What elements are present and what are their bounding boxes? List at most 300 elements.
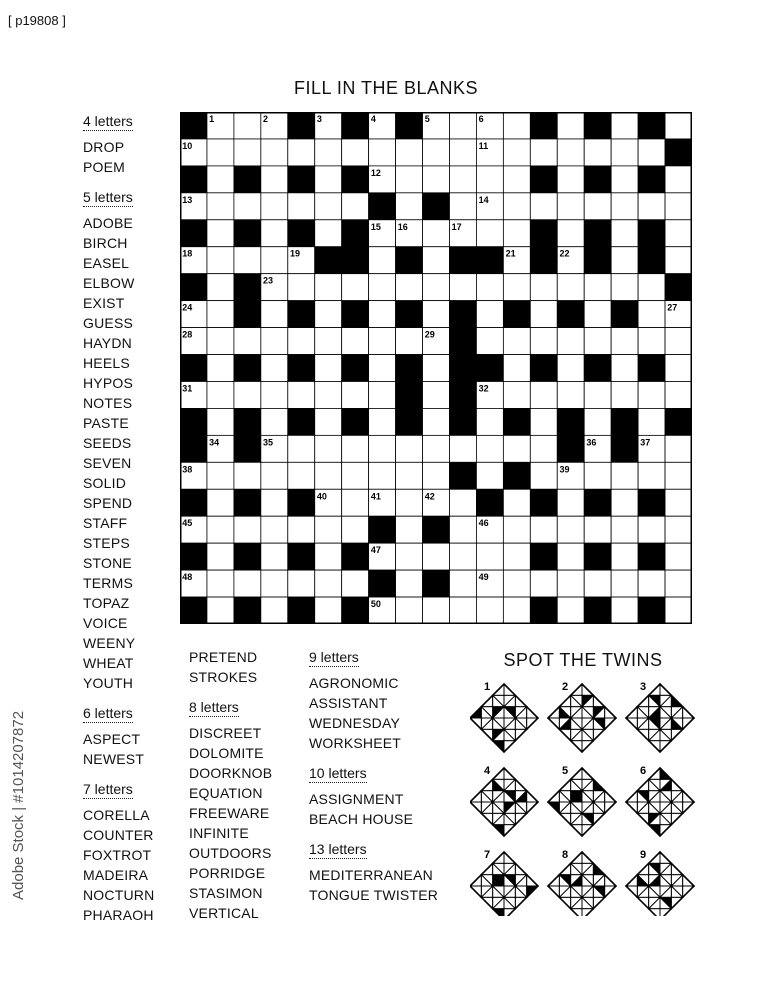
word-entry: NOTES <box>83 395 133 411</box>
grid-cell[interactable] <box>396 193 423 220</box>
grid-cell[interactable] <box>369 328 396 355</box>
grid-cell[interactable] <box>611 381 638 408</box>
grid-block <box>369 193 396 220</box>
grid-cell[interactable] <box>207 139 234 166</box>
grid-cell[interactable] <box>288 462 315 489</box>
grid-cell[interactable] <box>369 381 396 408</box>
grid-cell[interactable] <box>449 166 476 193</box>
grid-cell[interactable] <box>369 408 396 435</box>
grid-cell[interactable] <box>342 328 369 355</box>
grid-cell[interactable] <box>638 570 665 597</box>
grid-block <box>342 166 369 193</box>
word-entry: WEDNESDAY <box>309 715 400 731</box>
grid-cell[interactable] <box>638 516 665 543</box>
grid-cell[interactable] <box>234 193 261 220</box>
twin-number: 1 <box>484 681 491 693</box>
grid-cell[interactable] <box>665 328 692 355</box>
grid-cell[interactable] <box>261 193 288 220</box>
twin-triangle <box>582 875 593 886</box>
grid-cell[interactable] <box>396 489 423 516</box>
word-entry: PHARAOH <box>83 907 154 923</box>
grid-cell[interactable] <box>584 408 611 435</box>
grid-cell[interactable] <box>261 570 288 597</box>
grid-cell[interactable] <box>611 570 638 597</box>
grid-cell[interactable] <box>611 516 638 543</box>
clue-number: 23 <box>263 275 274 286</box>
grid-cell[interactable] <box>288 381 315 408</box>
grid-cell[interactable] <box>207 381 234 408</box>
grid-cell[interactable] <box>207 355 234 382</box>
grid-cell[interactable] <box>423 543 450 570</box>
grid-cell[interactable] <box>611 193 638 220</box>
grid-cell[interactable] <box>315 220 342 247</box>
grid-cell[interactable] <box>557 543 584 570</box>
grid-block <box>557 301 584 328</box>
grid-cell[interactable] <box>449 193 476 220</box>
twin-triangle <box>481 707 492 718</box>
crossword-grid[interactable] <box>180 112 692 624</box>
grid-block <box>234 274 261 301</box>
grid-cell[interactable] <box>396 543 423 570</box>
grid-cell[interactable] <box>315 355 342 382</box>
grid-cell[interactable] <box>503 435 530 462</box>
grid-cell[interactable] <box>315 301 342 328</box>
clue-number: 36 <box>586 437 597 448</box>
grid-block <box>530 355 557 382</box>
grid-cell[interactable] <box>665 570 692 597</box>
grid-cell[interactable] <box>207 570 234 597</box>
grid-cell[interactable] <box>611 220 638 247</box>
grid-cell[interactable] <box>396 274 423 301</box>
grid-cell[interactable] <box>396 435 423 462</box>
grid-cell[interactable] <box>396 516 423 543</box>
grid-cell[interactable] <box>207 408 234 435</box>
grid-cell[interactable] <box>611 328 638 355</box>
word-entry: WORKSHEET <box>309 735 402 751</box>
grid-cell[interactable] <box>288 139 315 166</box>
grid-cell[interactable] <box>557 139 584 166</box>
grid-cell[interactable] <box>665 247 692 274</box>
grid-cell[interactable] <box>288 570 315 597</box>
grid-cell[interactable] <box>261 166 288 193</box>
twin-triangle <box>660 802 671 813</box>
grid-cell[interactable] <box>476 543 503 570</box>
grid-cell[interactable] <box>665 462 692 489</box>
grid-cell[interactable] <box>665 166 692 193</box>
grid-cell[interactable] <box>261 328 288 355</box>
grid-cell[interactable] <box>423 139 450 166</box>
twin-triangle <box>504 718 515 729</box>
grid-cell[interactable] <box>584 139 611 166</box>
grid-block <box>234 435 261 462</box>
clue-number: 5 <box>424 114 430 124</box>
grid-cell[interactable] <box>396 462 423 489</box>
grid-block <box>584 489 611 516</box>
grid-cell[interactable] <box>315 570 342 597</box>
grid-cell[interactable] <box>557 112 584 139</box>
grid-cell[interactable] <box>665 435 692 462</box>
grid-cell[interactable] <box>611 166 638 193</box>
grid-cell[interactable] <box>396 570 423 597</box>
twin-diamond <box>470 681 538 752</box>
clue-number: 19 <box>289 248 301 259</box>
grid-cell[interactable] <box>584 274 611 301</box>
grid-cell[interactable] <box>396 166 423 193</box>
grid-cell[interactable] <box>288 274 315 301</box>
grid-cell[interactable] <box>261 247 288 274</box>
grid-cell[interactable] <box>423 462 450 489</box>
grid-block <box>503 462 530 489</box>
grid-cell[interactable] <box>665 193 692 220</box>
image-code: [ p19808 ] <box>8 13 66 28</box>
twin-triangle <box>481 718 492 729</box>
grid-cell[interactable] <box>207 328 234 355</box>
grid-cell[interactable] <box>665 516 692 543</box>
twin-triangle <box>660 875 671 886</box>
clue-number: 17 <box>451 221 462 232</box>
grid-cell[interactable] <box>557 328 584 355</box>
grid-cell[interactable] <box>449 570 476 597</box>
grid-block <box>396 247 423 274</box>
grid-block <box>234 166 261 193</box>
grid-cell[interactable] <box>638 139 665 166</box>
grid-cell[interactable] <box>207 274 234 301</box>
grid-cell[interactable] <box>423 408 450 435</box>
twin-triangle <box>660 886 671 897</box>
grid-cell[interactable] <box>207 516 234 543</box>
grid-cell[interactable] <box>234 247 261 274</box>
grid-cell[interactable] <box>207 220 234 247</box>
grid-block <box>503 408 530 435</box>
grid-cell[interactable] <box>342 274 369 301</box>
grid-cell[interactable] <box>207 489 234 516</box>
grid-cell[interactable] <box>503 274 530 301</box>
grid-cell[interactable] <box>476 301 503 328</box>
grid-cell[interactable] <box>449 274 476 301</box>
grid-cell[interactable] <box>315 328 342 355</box>
twin-triangle <box>481 875 492 886</box>
grid-block <box>449 381 476 408</box>
grid-cell[interactable] <box>261 355 288 382</box>
grid-cell[interactable] <box>423 301 450 328</box>
grid-cell[interactable] <box>261 381 288 408</box>
grid-cell[interactable] <box>315 543 342 570</box>
grid-cell[interactable] <box>396 597 423 624</box>
grid-cell[interactable] <box>369 247 396 274</box>
grid-cell[interactable] <box>611 274 638 301</box>
grid-cell[interactable] <box>584 570 611 597</box>
word-entry: TONGUE TWISTER <box>309 887 439 903</box>
twin-triangle <box>660 791 671 802</box>
grid-cell[interactable] <box>638 193 665 220</box>
grid-cell[interactable] <box>584 516 611 543</box>
grid-cell[interactable] <box>611 112 638 139</box>
grid-cell[interactable] <box>234 462 261 489</box>
grid-cell[interactable] <box>476 462 503 489</box>
grid-cell[interactable] <box>476 408 503 435</box>
grid-cell[interactable] <box>530 193 557 220</box>
grid-cell[interactable] <box>342 381 369 408</box>
grid-cell[interactable] <box>261 597 288 624</box>
grid-cell[interactable] <box>638 462 665 489</box>
grid-cell[interactable] <box>476 435 503 462</box>
grid-cell[interactable] <box>315 139 342 166</box>
twin-diamond <box>470 849 538 916</box>
grid-cell[interactable] <box>423 166 450 193</box>
clue-number: 32 <box>478 383 489 394</box>
grid-cell[interactable] <box>234 328 261 355</box>
grid-cell[interactable] <box>584 301 611 328</box>
grid-cell[interactable] <box>423 381 450 408</box>
grid-cell[interactable] <box>665 489 692 516</box>
clue-number: 45 <box>182 518 193 529</box>
grid-cell[interactable] <box>342 570 369 597</box>
grid-cell[interactable] <box>476 166 503 193</box>
grid-cell[interactable] <box>503 543 530 570</box>
word-entry: DROP <box>83 139 125 155</box>
grid-cell[interactable] <box>449 112 476 139</box>
grid-cell[interactable] <box>476 328 503 355</box>
grid-cell[interactable] <box>557 489 584 516</box>
grid-cell[interactable] <box>449 543 476 570</box>
twin-triangle <box>571 707 582 718</box>
grid-cell[interactable] <box>261 408 288 435</box>
grid-cell[interactable] <box>503 328 530 355</box>
grid-cell[interactable] <box>342 489 369 516</box>
grid-cell[interactable] <box>369 435 396 462</box>
grid-cell[interactable] <box>476 597 503 624</box>
grid-cell[interactable] <box>557 516 584 543</box>
grid-cell[interactable] <box>503 166 530 193</box>
grid-cell[interactable] <box>584 462 611 489</box>
grid-block <box>449 355 476 382</box>
grid-cell[interactable] <box>342 435 369 462</box>
clue-number: 33 <box>451 410 462 421</box>
grid-cell[interactable] <box>315 597 342 624</box>
grid-cell[interactable] <box>503 112 530 139</box>
twin-triangle <box>559 886 570 897</box>
grid-cell[interactable] <box>369 462 396 489</box>
grid-cell[interactable] <box>476 220 503 247</box>
grid-cell[interactable] <box>423 597 450 624</box>
clue-number: 49 <box>478 572 489 583</box>
grid-cell[interactable] <box>342 139 369 166</box>
word-entry: HAYDN <box>83 335 132 351</box>
grid-cell[interactable] <box>503 139 530 166</box>
grid-cell[interactable] <box>342 516 369 543</box>
grid-cell[interactable] <box>611 247 638 274</box>
grid-cell[interactable] <box>315 166 342 193</box>
grid-cell[interactable] <box>234 139 261 166</box>
grid-cell[interactable] <box>530 516 557 543</box>
grid-cell[interactable] <box>530 274 557 301</box>
grid-block <box>584 220 611 247</box>
grid-cell[interactable] <box>503 516 530 543</box>
grid-cell[interactable] <box>665 355 692 382</box>
clue-number: 4 <box>370 114 376 124</box>
clue-number: 20 <box>343 248 354 259</box>
grid-cell[interactable] <box>638 328 665 355</box>
grid-cell[interactable] <box>288 193 315 220</box>
grid-cell[interactable] <box>503 193 530 220</box>
twin-triangle <box>671 707 682 718</box>
grid-cell[interactable] <box>530 381 557 408</box>
grid-cell[interactable] <box>288 516 315 543</box>
grid-cell[interactable] <box>503 597 530 624</box>
grid-cell[interactable] <box>449 516 476 543</box>
grid-cell[interactable] <box>261 301 288 328</box>
grid-cell[interactable] <box>530 301 557 328</box>
grid-cell[interactable] <box>530 139 557 166</box>
grid-cell[interactable] <box>423 220 450 247</box>
twin-triangle <box>504 897 515 908</box>
grid-block <box>180 274 207 301</box>
grid-cell[interactable] <box>207 301 234 328</box>
grid-cell[interactable] <box>530 462 557 489</box>
grid-cell[interactable] <box>234 381 261 408</box>
grid-cell[interactable] <box>611 462 638 489</box>
grid-cell[interactable] <box>611 543 638 570</box>
clue-number: 3 <box>316 114 322 124</box>
grid-cell[interactable] <box>261 543 288 570</box>
grid-cell[interactable] <box>396 139 423 166</box>
grid-cell[interactable] <box>423 435 450 462</box>
grid-cell[interactable] <box>342 193 369 220</box>
grid-cell[interactable] <box>369 301 396 328</box>
grid-cell[interactable] <box>584 381 611 408</box>
grid-cell[interactable] <box>261 462 288 489</box>
grid-cell[interactable] <box>369 355 396 382</box>
grid-cell[interactable] <box>423 355 450 382</box>
grid-cell[interactable] <box>261 516 288 543</box>
grid-cell[interactable] <box>638 274 665 301</box>
grid-cell[interactable] <box>530 328 557 355</box>
grid-cell[interactable] <box>557 220 584 247</box>
twin-triangle <box>493 718 504 729</box>
grid-cell[interactable] <box>611 597 638 624</box>
grid-cell[interactable] <box>234 516 261 543</box>
grid-cell[interactable] <box>530 435 557 462</box>
grid-cell[interactable] <box>557 193 584 220</box>
clue-number: 37 <box>640 437 651 448</box>
grid-cell[interactable] <box>476 274 503 301</box>
grid-cell[interactable] <box>234 570 261 597</box>
clue-number: 9 <box>640 114 646 124</box>
grid-cell[interactable] <box>503 355 530 382</box>
grid-cell[interactable] <box>207 462 234 489</box>
grid-cell[interactable] <box>557 355 584 382</box>
grid-cell[interactable] <box>369 139 396 166</box>
twin-diamond <box>548 765 616 836</box>
grid-cell[interactable] <box>207 543 234 570</box>
word-entry: WEENY <box>83 635 136 651</box>
grid-cell[interactable] <box>665 381 692 408</box>
grid-block <box>234 597 261 624</box>
grid-cell[interactable] <box>449 435 476 462</box>
grid-cell[interactable] <box>449 139 476 166</box>
grid-block <box>342 597 369 624</box>
grid-cell[interactable] <box>530 570 557 597</box>
word-entry: TERMS <box>83 575 133 591</box>
grid-cell[interactable] <box>530 408 557 435</box>
grid-cell[interactable] <box>557 570 584 597</box>
grid-block <box>611 408 638 435</box>
grid-cell[interactable] <box>315 435 342 462</box>
grid-cell[interactable] <box>449 597 476 624</box>
grid-cell[interactable] <box>638 381 665 408</box>
grid-cell[interactable] <box>503 381 530 408</box>
twin-triangle <box>649 779 660 790</box>
grid-cell[interactable] <box>369 274 396 301</box>
grid-cell[interactable] <box>449 489 476 516</box>
grid-cell[interactable] <box>503 489 530 516</box>
clue-number: 40 <box>316 491 327 502</box>
grid-cell[interactable] <box>261 139 288 166</box>
twin-triangle <box>660 779 671 790</box>
grid-cell[interactable] <box>315 381 342 408</box>
grid-block <box>342 112 369 139</box>
grid-cell[interactable] <box>557 274 584 301</box>
grid-cell[interactable] <box>665 597 692 624</box>
grid-cell[interactable] <box>423 247 450 274</box>
grid-cell[interactable] <box>557 381 584 408</box>
grid-cell[interactable] <box>665 112 692 139</box>
clue-number: 48 <box>182 572 193 583</box>
grid-cell[interactable] <box>261 489 288 516</box>
grid-cell[interactable] <box>207 193 234 220</box>
twin-triangle <box>671 886 682 897</box>
grid-cell[interactable] <box>611 139 638 166</box>
grid-cell[interactable] <box>396 328 423 355</box>
grid-block <box>288 166 315 193</box>
grid-cell[interactable] <box>638 301 665 328</box>
word-entry: VOICE <box>83 615 128 631</box>
grid-cell[interactable] <box>234 112 261 139</box>
grid-cell[interactable] <box>557 597 584 624</box>
twin-triangle <box>649 791 660 802</box>
grid-block <box>180 166 207 193</box>
grid-cell[interactable] <box>584 328 611 355</box>
grid-cell[interactable] <box>315 193 342 220</box>
grid-cell[interactable] <box>207 597 234 624</box>
grid-cell[interactable] <box>638 408 665 435</box>
grid-cell[interactable] <box>207 247 234 274</box>
grid-cell[interactable] <box>315 408 342 435</box>
grid-cell[interactable] <box>503 570 530 597</box>
grid-cell[interactable] <box>342 462 369 489</box>
grid-cell[interactable] <box>584 193 611 220</box>
grid-cell[interactable] <box>423 274 450 301</box>
clue-number: 42 <box>424 491 435 502</box>
grid-cell[interactable] <box>503 220 530 247</box>
grid-cell[interactable] <box>557 166 584 193</box>
grid-cell[interactable] <box>261 220 288 247</box>
grid-block <box>180 597 207 624</box>
grid-cell[interactable] <box>315 274 342 301</box>
grid-cell[interactable] <box>315 462 342 489</box>
grid-cell[interactable] <box>665 220 692 247</box>
twin-triangle <box>671 875 682 886</box>
grid-cell[interactable] <box>665 543 692 570</box>
grid-cell[interactable] <box>288 435 315 462</box>
grid-cell[interactable] <box>315 516 342 543</box>
grid-cell[interactable] <box>288 328 315 355</box>
grid-cell[interactable] <box>611 489 638 516</box>
grid-cell[interactable] <box>207 166 234 193</box>
word-entry: PASTE <box>83 415 129 431</box>
grid-cell[interactable] <box>611 355 638 382</box>
twin-triangle <box>515 707 526 718</box>
